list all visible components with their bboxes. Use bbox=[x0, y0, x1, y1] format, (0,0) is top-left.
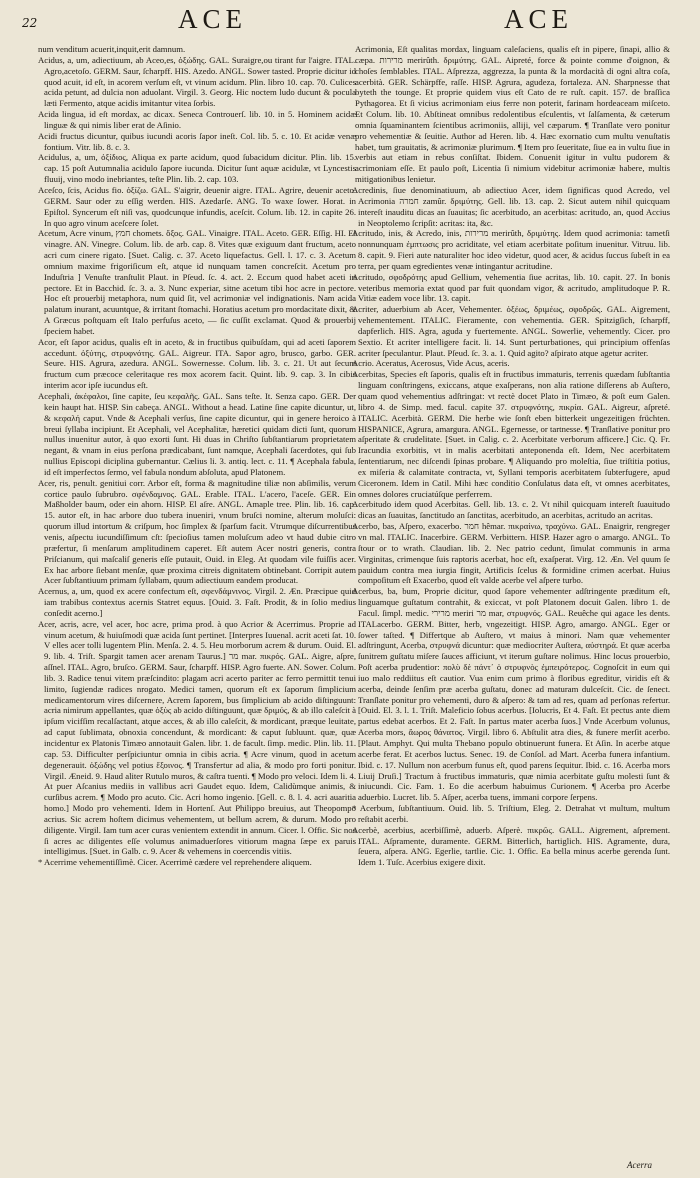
dictionary-entry: Acerbè, acerbius, acerbiſſimè, aduerb. Aſperè. πικρῶς. GALL. Aigrement, aſprement. ITAL. Aſpramente, duramente. GERM. Bitterlich, hartiglich. HIS. Agramente, dura, ſeuera, aſpera. ANG. Egerlie, tartlie. Cic. 1. Offic. Ea bella minus acerbe gerenda ſunt. Idem 1. Tuſc. Acerbius exigere dixit. bbox=[352, 824, 670, 868]
dictionary-entry: Acer, ris, penult. genitiui corr. Arbor eſt, forma & magnitudine tiliæ non abſimilis, verum cortice paulo ſubrubro. σφένδαμνος. GAL. Erable. ITAL. L'acero, l'aceſe. GER. Ein Maßholder baum, oder ein ahorn. HISP. El aſre. ANGL. Amaple tree. Plin. lib. 16. cap. 15. autor eſt, in hac arbore duo tubera inueniri, vnum bruſci nomine, alterum moluſci: quorum illud intortum & criſpum, hoc ſimplex & ſparſum facit. Vtrumque diſcurrentibus venis, aſpectu iucundiſſimum cſt: ſpecioſius tamen moluſcum adeo vt haud dubie citro præfertur, ſi menſarum amplitudinem caperet. Eſt autem Acer nostri generis, contra Priſcianum, qui maſcaliſ generis eſſe putauit, Ouid. in Eleg. At quodam vile fuiſſis acer. Ex hac arbore ſiebant menſæ, quæ proxima citreis dignitatem obtinebant. Corripit autem Acer ſubſtantiuum primam ſyllabam, quum adiectiuum eandem producat. bbox=[38, 477, 356, 586]
running-head-left: ACE bbox=[178, 4, 247, 34]
left-column bbox=[38, 44, 356, 1156]
dictionary-entry: Acredinis, ſiue denominatiuum, ab adiectiuo Acer, idem ſignificas quod Acredo, vel Acrimonia חמרה zamûr. δριμύτης. Gell. lib. 13. cap. 2. Sicut autem nihil quicquam intereſt inauditu dicas an ſuauitas; ſic acerbitudo, an acerbitas: acritudo, an, quod Accius in Neoptolemo ſcripſit: acritas: ita, &c. bbox=[352, 184, 670, 228]
dictionary-entry: * Acerbum, ſubſtantiuum. Ouid. lib. 5. Triſtium, Eleg. 2. Detrahat vt multum, multum reſtabit acerbi. bbox=[352, 803, 670, 824]
dictionary-entry: Acrio. Aceratus, Acerosus, Vide Acus, aceris. bbox=[352, 358, 510, 369]
dictionary-entry: Aceſco, ſcis, Acidus fio. ὀξίζω. GAL. S'aigrir, deuenir aigre. ITAL. Agrire, deuenir aceto. GERM. Saur oder zu eſſig werden. HIS. Azedarſe. ANG. To waxe ſower. Horat. in Epiſtol. Syncerum eſt niſi vas, quodcunque infundis, aceſcit. Colum. lib. 12. in capite 26. In quo agro vinum aceſcere ſolet. bbox=[38, 184, 356, 228]
dictionary-entry: Acernus, a, um, quod ex acere confectum eſt, σφενδάμνινος. Virgil. 2. Æn. Præcipue quid iam trabibus contextus acernis Statret equus. [Ouid. 3. Faſt. Prodit, & in ſolio medius conſedit acerno.] bbox=[38, 586, 356, 618]
page-header bbox=[18, 4, 682, 38]
dictionary-entry: Acerbo, bas, Aſpero, exacerbo. חמר hêmar. πικραίνω, τραχύνω. GAL. Enaigrir, rengreger vn mal. ITALIC. Inacerbire. GERM. Verbittern. HISP. Hazer agro o amargo. ANGL. To ſtour or to wrath. Claudian. lib. 2. Nec patrio cedunt, ſimulat communis in arma Virginitas, crimenque ſuis raptoris acerbat, hoc eſt, exaſperat. Virg. 12. Æn. Vel quum ſe pauidum contra mea iurgia fingit, Artificis ſcelus & formidine crimen acerbat. Huius compoſitum eſt Exacerbo, quod eſt valde acerbe vel aſpere turbo. bbox=[352, 521, 670, 586]
dictionary-entry: Acrimonia, Eſt qualitas mordax, linguam caleſaciens, qualis eſt in pipere, ſinapi, allio & cæpa. מרירות merirûth. δριμύτης. GAL. Aipreté, force & pointe comme d'oignon, & choſes ſemblables. ITAL. Aſprezza, aggrezza, la punta & la mordacità di ogni altra coſa, acerbità. GER. Schärpffe, raſſe. HISP. Agrura, agudeza, fortaleza. AN. Sharpnesse that byteth the tounge. Et proprie quidem vius eſt Cato de re ruſt. capit. 157. de braſſica Pythagorea. Et ſi vicius acrimoniam eius ferre non poterit, farinam hordeaceam miſceto. Et Colum. lib. 10. Abſtineat omnibus redolentibus eſculentis, vt ſalſamenta, & cæterum omnia ſquaminantem ſcientibus acrimoniis, alliji, vel cæparum. ¶ Tranſlate vero ponitur pro vehementiæ & ſeuitie. Author ad Heren. lib. 4. Hæc exornatio cum multu venuſtatis habet, tum grauitatis, & acrimoniæ plurimum. ¶ Item pro ſeueritate, ſiue ea in vultu ſiue in verbis aut etiam in rebus conſiſtat. Ibidem. Conuenit igitur in vultu pudorem & acrimoniam eſſe. Et paulo poſt, Licentia ſi nimium videbitur acrimoniæ habere, multis mitigationibus lenietur. bbox=[355, 44, 670, 185]
right-column bbox=[352, 44, 670, 1156]
dictionary-entry: Acerbitudo idem quod Acerbitas. Gell. lib. 13. c. 2. Vt nihil quicquam intereſt ſuauitudo dicas an ſuauitas, ſanctitudo an ſanctitas, acerbitudo, an acerbitas, acritudo an acritas. bbox=[352, 499, 670, 521]
dictionary-entry: Acer, acris, acre, vel acer, hoc acre, prima prod. à quo Acrior & Acerrimus. Proprie ad vinum acetum, & huiuſmodi quæ acida ſunt pertinet. [Interpres Iuuenal. acrit aceti ſat. 10. V elles acer tolli lugentem Plin. Menſa. 2. 4. 5. Heu morborum acrem & durum. Ouid. El. 9. lib. 4. Triſt. Spargit tamen acer arenam Taurus.] מר mar. πικρός. GAL. Aigre, aſpre, aſſnel. ITAL. Agro, bruſco. GERM. Saur, ſcharpff. HISP. Agro fuerte. AN. Sower. Colum. lib. 3. Radice tenui vitem præſcindito: plagam acri acerto pariter ac ferro permittit tenui limito, ſugiendæ radices nrogato. Medici tamen, quorum eſt ex ſaporum ſimplicium medicamentorum vires diſcernere, Acrem ſaporem, bus ſimplicium ab acido diſtinguunt: acria nimirum appellantes, quæ ὀξὺς ab acido diſtinguunt, quæ δριμύς, & ab illo caleſcit à ipſum vicifſim recalſactant, atque acces, & ab illo caleſcit, & mordicant, præque leuitate, ad caput ſublimata, obnoxia concendunt, & mordicant: & caput ſubluunt. quæ, quæ incidentur ex Platonis Timæo annotauit Galen. libr. 1. de facult. ſimp. medic. Plin. lib. 11. cap. 53. Difficulter perſpiciuntur omnia in cibis acria. ¶ Acre vinum, quod in acetum degenerauit. ὀξώδης vel potius ἔξοινος. ¶ Transfertur ad alia, & modo pro forti ponitur. Virgil. Æneid. 9. Haud aliter Rutulo muros, & caſtra tuenti. ¶ Modo pro veloci. Idem li. 4. At puer Aſcanius mediis in vallibus acri Gaudet equo. Idem, Calidùmque animis, & curſibus acrem. ¶ Modo pro acuto. Cic. Acri homo ingenio. [Gell. c. 8. l. 4. acri auaritia homo.] Modo pro vehementi. Idem in Hortenſ. Aut Philippo breuius, aut Theopompo acrius. Sic acrem hoſtem dicimus vehementem, ut bellum acrem, & durum. Modo pro diligente. Virgil. Iam tum acer curas venientem extendit in annum. Cicer. l. Offic. Sic nos ſi acres ac diligentes eſſe volumus animaduerſores vitiorum magna ſæpe ex paruis intelligimus. [Suet. in Galb. c. 9. Acer & vehemens in coercendis vitiis. bbox=[38, 618, 356, 857]
dictionary-entry: Acidulus, a, um, ὀξίδιος, Aliqua ex parte acidum, quod ſubacidum dicitur. Plin. lib. 15. cap. 15 poſt Autumnalia acidulo ſapore iucunda. Dicitur ſunt aquæ acidulæ, vt Lyncestis fluuij, vino modo inebriantes, teſte Plin. lib. 2. cap. 103. bbox=[38, 152, 356, 185]
dictionary-entry: Acidus, a, um, adiectiuum, ab Aceo,es, ὀξώδης. GAL. Suraigre,ou tirant fur l'aigre. ITAL. Agro,acetoſo. GERM. Saur, ſcharpff. HIS. Azedo. ANGL. Sower tasted. Proprie dicitur id quod acuit, id eſt, in acorem verſum eſt, vt vinum acidum. Plin. libro 10. cap. 70. Culices acida petunt, ad dulcia non aduolant. Virgil. 3. Georg. Hic noctem ludo ducunt & pocula læti Fermento, atque acidis imitantur vitea ſorbis. bbox=[38, 54, 356, 109]
dictionary-entry: Acephali, ἀκέφαλοι, ſine capite, ſeu κεφαλῆς. GAL. Sans teſte. It. Senza capo. GER. Der kein haupt hat. HISP. Sin cabeça. ANGL. Without a head. Latine ſine capite dicuntur, ut, & κεφαλή caput. Vnde & Acephali verſus, ſine capite dicuntur, qui in genere heroico à breui ſyllaba incipiunt. Et Acephali, vel Acephalitæ, hæretici quidam dicti ſunt, quorum nullus inuenitur autor, à quo exorti ſunt. Hi duas in Chriſto ſubſtantiarum proprietatem negant, & vnam in eius perſona prædicabant, ſunt namque, Acephali ſacerdotes, qui ſub nullius Episcopi diciplina gubernantur. Cælius li. 3. antiq. lect. c. 11. ¶ Acephala fabula, id eſt imperfectos ſermo, vel fabula nondum abſoluta, apud Platonem. bbox=[38, 391, 356, 477]
dictionary-entry: Acerbus, ba, bum, Proprie dicitur, quod ſapore vehementer adſtringente præditum eſt, linguamque guſtatum contrahit, & exiccat, vt poſt Platonem docuit Galen. libro 1. de Facul. ſimpl. medic. מרירי meriri מר mar, στρυφνός. GAL. Reuêche qui agace les dents. ITALacerbo. GERM. Bitter, herb, vngezeitigt. HISP. Agro, amargo. ANGL. Eger or ſower taſted. ¶ Differtque ab Auſtero, vt maius à minori. Nam quæ vehementer adſtringunt, Acerba, στρυφνά dicuntur: quæ mediocriter Auſtera, αὐστηρά. Et quæ acerba ſunitrem guſtatu miſere ſauces afficiunt, vt iterum guſtare nolimus. Hinc locus prouerbio, Poſt acerba prudentior: πολὺ δὲ πάντ᾽ ὁ στρυφνὸς ἐμπειρότερος. Cognoſcit in eum qui iuo malo reddiitus eſt cautior. Vua enim cum primo à floribus egreditur, viridis eſt & acerba, deinde ſenſim præ acerba guſtatu, donec ad maturam dulceſcit. Cic. de ſenect. Tranſlate ponitur pro vehementi, duro & aſpero: & tam ad res, quam ad perſonas refertur. [Ouid. El. 3. l. 1. Triſt. Maleficio ſobus acerbus. [Iolucris, Et 4. Faſt. Et pectus ante diem partus edebat acerbos. Et 2. Faſt. In partus mater acerba ſuos.] Vnde Acerbum volunus, Acerba mors, ἄωρος θάνατος. Virgil. libro 6. Abſtulit atra dies, & funere merſit acerbo. [Plaut. Amphyt. Qui multa Thebano populo obtinuerunt funera. Et Aſin. In acerbe atque acerbe ferat. Et acerbos luctus. Senec. 19. de Conſol. ad Mart. Acerba funera infantium. Ibid. c. 17. Nullum non acerbum funus eſt, quod parens ſequitur. Ibid. c. 16. Acerba mors Liuij Druſi.] Tractum à fructibus immaturis, quæ nimia acerbitate guſtu molesti ſunt & iniucundi. Cic. Fam. 1. Eo die acerbum habuimus Curionem. ¶ Acerba pro Acerbe aduerbio. Lucret. lib. 5. Aſper, acerba tuens, immani corpore ſerpens. bbox=[352, 586, 670, 803]
dictionary-entry: Acritudo, inis, & Acredo, inis, מרירות merirûth, δριμύτης. Idem quod acrimonia: tametſi nonnunquam ἐμπτωσις pro acriditate, vel etiam acerbitate poſitum inuenitur. Vitruu. lib. 8. capit. 9. Fieri aute naturaliter hoc ideo videtur, quod acer, & acidus ſuccus ſubeſt in ea terra, per quam egredientes venæ intingantur acritudine. bbox=[352, 228, 670, 271]
page-number: 22 bbox=[22, 16, 38, 30]
dictionary-entry: Acriter, aduerbium ab Acer, Vehementer. ὀξέως, δριμέως, σφοδρῶς. GAL. Aigrement, vehementement. ITALIC. Fieramente, con vehementia. GER. Spitzigſich, ſcharpff, dapferlich. HIS. Agra, aguda y fuertemente. ANGL. Sowerlie, vehemently. Cicer. pro Sextio. Et acriter intelligere facit. li. 14. Sunt perturbationes, qui principium offenſas acriter ſpeculantur. Plaut. Pſeud. ſc. 3. a. 1. Quid agito? aſpirato atque agetur acriter. bbox=[352, 304, 670, 358]
dictionary-entry: Acetum, Acre vinum, חמץ chomets. ὄξος. GAL. Vinaigre. ITAL. Aceto. GER. Eſſig. HI. El vinagre. AN. Vinegre. Colum. lib. de arb. cap. 8. Vites quæ exiguum dant fructum, aceto acri cum cinere rigato. [Suet. Calig. c. 37. Aceto liquefactus. Gell. l. 17. c. 3. Acetum omnium maxime frigoriſicum eſt, atque id nunquam tamen concreſcit. Acetum pro Induſtria ] Venuſte tranſtulit Plaut. in Pſeud. ſc. 4. act. 2. Eccum quod habet aceti in pectore. Et in Bacchid. ſc. 3. a. 3. Nunc experiar, sitne acetum tibi hoc acre in pectore. Hoc eſt prouerbij metaphora, num quid ſit, vel acrimoniæ vel indignationis. Nam acida palatum inurant, acuuntque, & irritant ſtomachi. Horatius acetum pro mordacitate dixit, & A Græcus poſtquam eſt Italo perfuſus aceto, — ſic cuſſit exclamat. Quod & prouerbij ſpeciem habet. bbox=[38, 228, 356, 336]
dictionary-entry: Acida lingua, id eſt mordax, ac dicax. Seneca Controuerſ. lib. 10. in 5. Hominem acidæ linguæ & qui nimis liber erat de Aſinio. bbox=[38, 109, 356, 130]
running-head-right: ACE bbox=[504, 4, 573, 34]
dictionary-entry: Acerbitas, Species eſt ſaporis, qualis eſt in fructibus immaturis, terrenis quædam ſubſtantia linguam conſtringens, exiccans, atque exaſperans, non alia ratione diſſerens ab Auſtero, quam quod vehementius adſtringat: vt rectè docet Plato in Timæo, & poſt eum Galen. libro 4. de Simp. med. facul. capite 37. στρυφνότης, πικρία. GAL. Aigreur, aſpreté. ITALIC. Acerbità. GERM. Die herbe wie ſonſt eben bitterkeit ungezeitigen früchten. HISPANICE, Agrura, amargura. ANGL. Egernesse, or tartnesse. ¶ Tranſlative ponitur pro aſperitate & crudelitate. [Suet. in Calig. c. 2. Acerbitate verborum afficere.] Cic. Q. Fr. Iracundia exorbitis, vt in malis acerbitati anteponenda eſt. Idem, Nec acerbitatem ſententiarum, nec diſcendi ſpinas probare. ¶ Aliquando pro moleſtia, ſiue triſtitia potius, ex miſeria & calamitate contracta, vt, Syllani temporis acerbitatem ſubterfugere, apud Ciceronem. Idem in Catil. Mihi hæc conditio Conſulatus data eſt, vt omnes acerbitates, omnes dolores cruciatúſque perferrem. bbox=[352, 369, 670, 499]
dictionary-entry: num venditum acuerit,inquit,erit damnum. bbox=[38, 44, 186, 54]
catchword: Acerra bbox=[627, 1160, 652, 1170]
dictionary-entry: Acor, eſt ſapor acidus, qualis eſt in aceto, & in fructibus quibuſdam, qui ad aceti ſaporem accedunt. ὀξύτης, στρυφνότης. GAL. Aigreur. ITA. Sapor agro, brusco, garbo. GER. Seure. HIS. Agrura, azedura. ANGL. Sowernesse. Colum. lib. 3. c. 21. Ut aut ſecum fructum cum præcoce celeritaque res mox acorem facit. Quint. lib. 9. cap. 3. In cibis interim acor ipſe iucundus eſt. bbox=[38, 336, 356, 391]
dictionary-entry: Acidi fructus dicuntur, quibus iucundi acoris ſapor ineſt. Col. lib. 5. c. 10. Et acidæ venæ fontium. Vitr. lib. 8. c. 3. bbox=[38, 130, 356, 152]
dictionary-entry: * Acerrime vehementiſſimè. Cicer. Acerrimè cædere vel reprehendere aliquem. bbox=[38, 857, 312, 868]
dictionary-entry: Acritudo, σφοδρότης apud Gellium, vehementia ſiue acritas, lib. 10. capit. 27. In bonis veteribus memoria extat quod par fuit quondam vigor, & acritudo, amplitudoque P. R. Vitiæ eadem voce libr. 13. capit. bbox=[352, 271, 670, 304]
